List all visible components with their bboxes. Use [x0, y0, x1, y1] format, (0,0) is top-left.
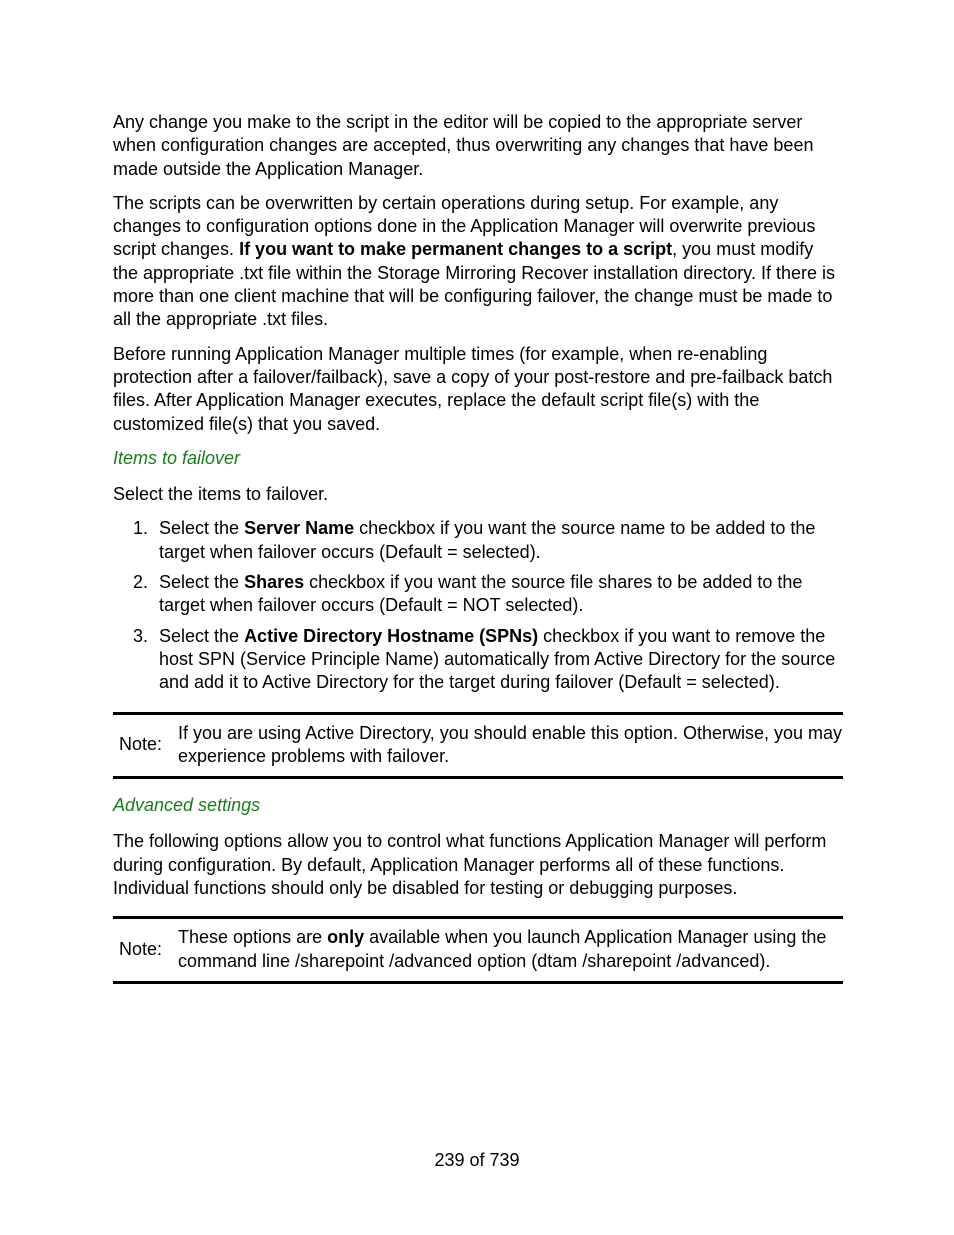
note-text-part: available when you launch Application Manager using the command line /sharepoint /advanced option (dtam /sharepoint /advanced). [178, 927, 827, 971]
list-item-number: 3. [133, 625, 149, 646]
paragraph-script-editor: Any change you make to the script in the editor will be copied to the appropriate server when configuration changes are accepted, thus overwriting any changes that have been made outside the Application Manager. [113, 112, 814, 179]
advanced-settings-body: The following options allow you to control what functions Application Manager will perform during configuration. By default, Application Manager performs all of these functions. Individual functions should only be disabled for testing or debugging purposes. [113, 831, 827, 899]
list-item-text: Select the [159, 518, 245, 539]
list-item [113, 517, 843, 564]
note-label: Note: [119, 938, 163, 959]
option-name: Shares [244, 572, 305, 593]
paragraph-text: , you must modify the appropriate .txt file within the Storage Mirroring Recover installation directory. If there is more than one client machine that will be configuring failover, the change must be made to all the appropriate .txt files. [113, 239, 835, 330]
list-item-text: checkbox if you want to remove the host SPN (Service Principle Name) automatically from Active Directory for the source and add it to Active Directory for the target during failover (Default = selected). [159, 625, 836, 693]
emphasis-text: If you want to make permanent changes to a script [239, 239, 673, 260]
note-advanced-option [113, 916, 843, 984]
list-item [113, 571, 843, 618]
option-name: Server Name [244, 518, 355, 539]
list-item-text: Select the [159, 572, 245, 593]
emphasis-text: only [327, 927, 365, 948]
list-item [113, 625, 843, 695]
note-text-part: These options are [178, 927, 328, 948]
document-body [113, 111, 843, 999]
items-intro: Select the items to failover. [113, 484, 329, 505]
list-item-number: 2. [133, 572, 149, 593]
option-name: Active Directory Hostname (SPNs) [244, 625, 539, 646]
note-label: Note: [119, 734, 163, 755]
note-text: If you are using Active Directory, you should enable this option. Otherwise, you may experience problems with failover. [178, 722, 843, 766]
paragraph-script-overwrite [113, 192, 843, 332]
list-item-text: checkbox if you want the source name to be added to the target when failover occurs (Default = selected). [159, 518, 816, 562]
list-item-number: 1. [133, 518, 149, 539]
paragraph-text: The scripts can be overwritten by certain operations during setup. For example, any changes to configuration options done in the Application Manager will overwrite previous script changes. [113, 192, 816, 260]
note-text [178, 926, 843, 973]
list-item-text: checkbox if you want the source file shares to be added to the target when failover occurs (Default = NOT selected). [159, 572, 803, 616]
section-heading-advanced-settings: Advanced settings [113, 795, 261, 816]
failover-steps-list [113, 517, 843, 694]
section-heading-items-to-failover: Items to failover [113, 447, 241, 468]
paragraph-run-multiple: Before running Application Manager multiple times (for example, when re-enabling protection after a failover/failback), save a copy of your post-restore and pre-failback batch files. After Application Manager executes, replace the default script file(s) with the customized file(s) that you saved. [113, 343, 833, 434]
list-item-text: Select the [159, 625, 245, 646]
page-number: 239 of 739 [434, 1150, 520, 1170]
note-active-directory [113, 712, 843, 780]
